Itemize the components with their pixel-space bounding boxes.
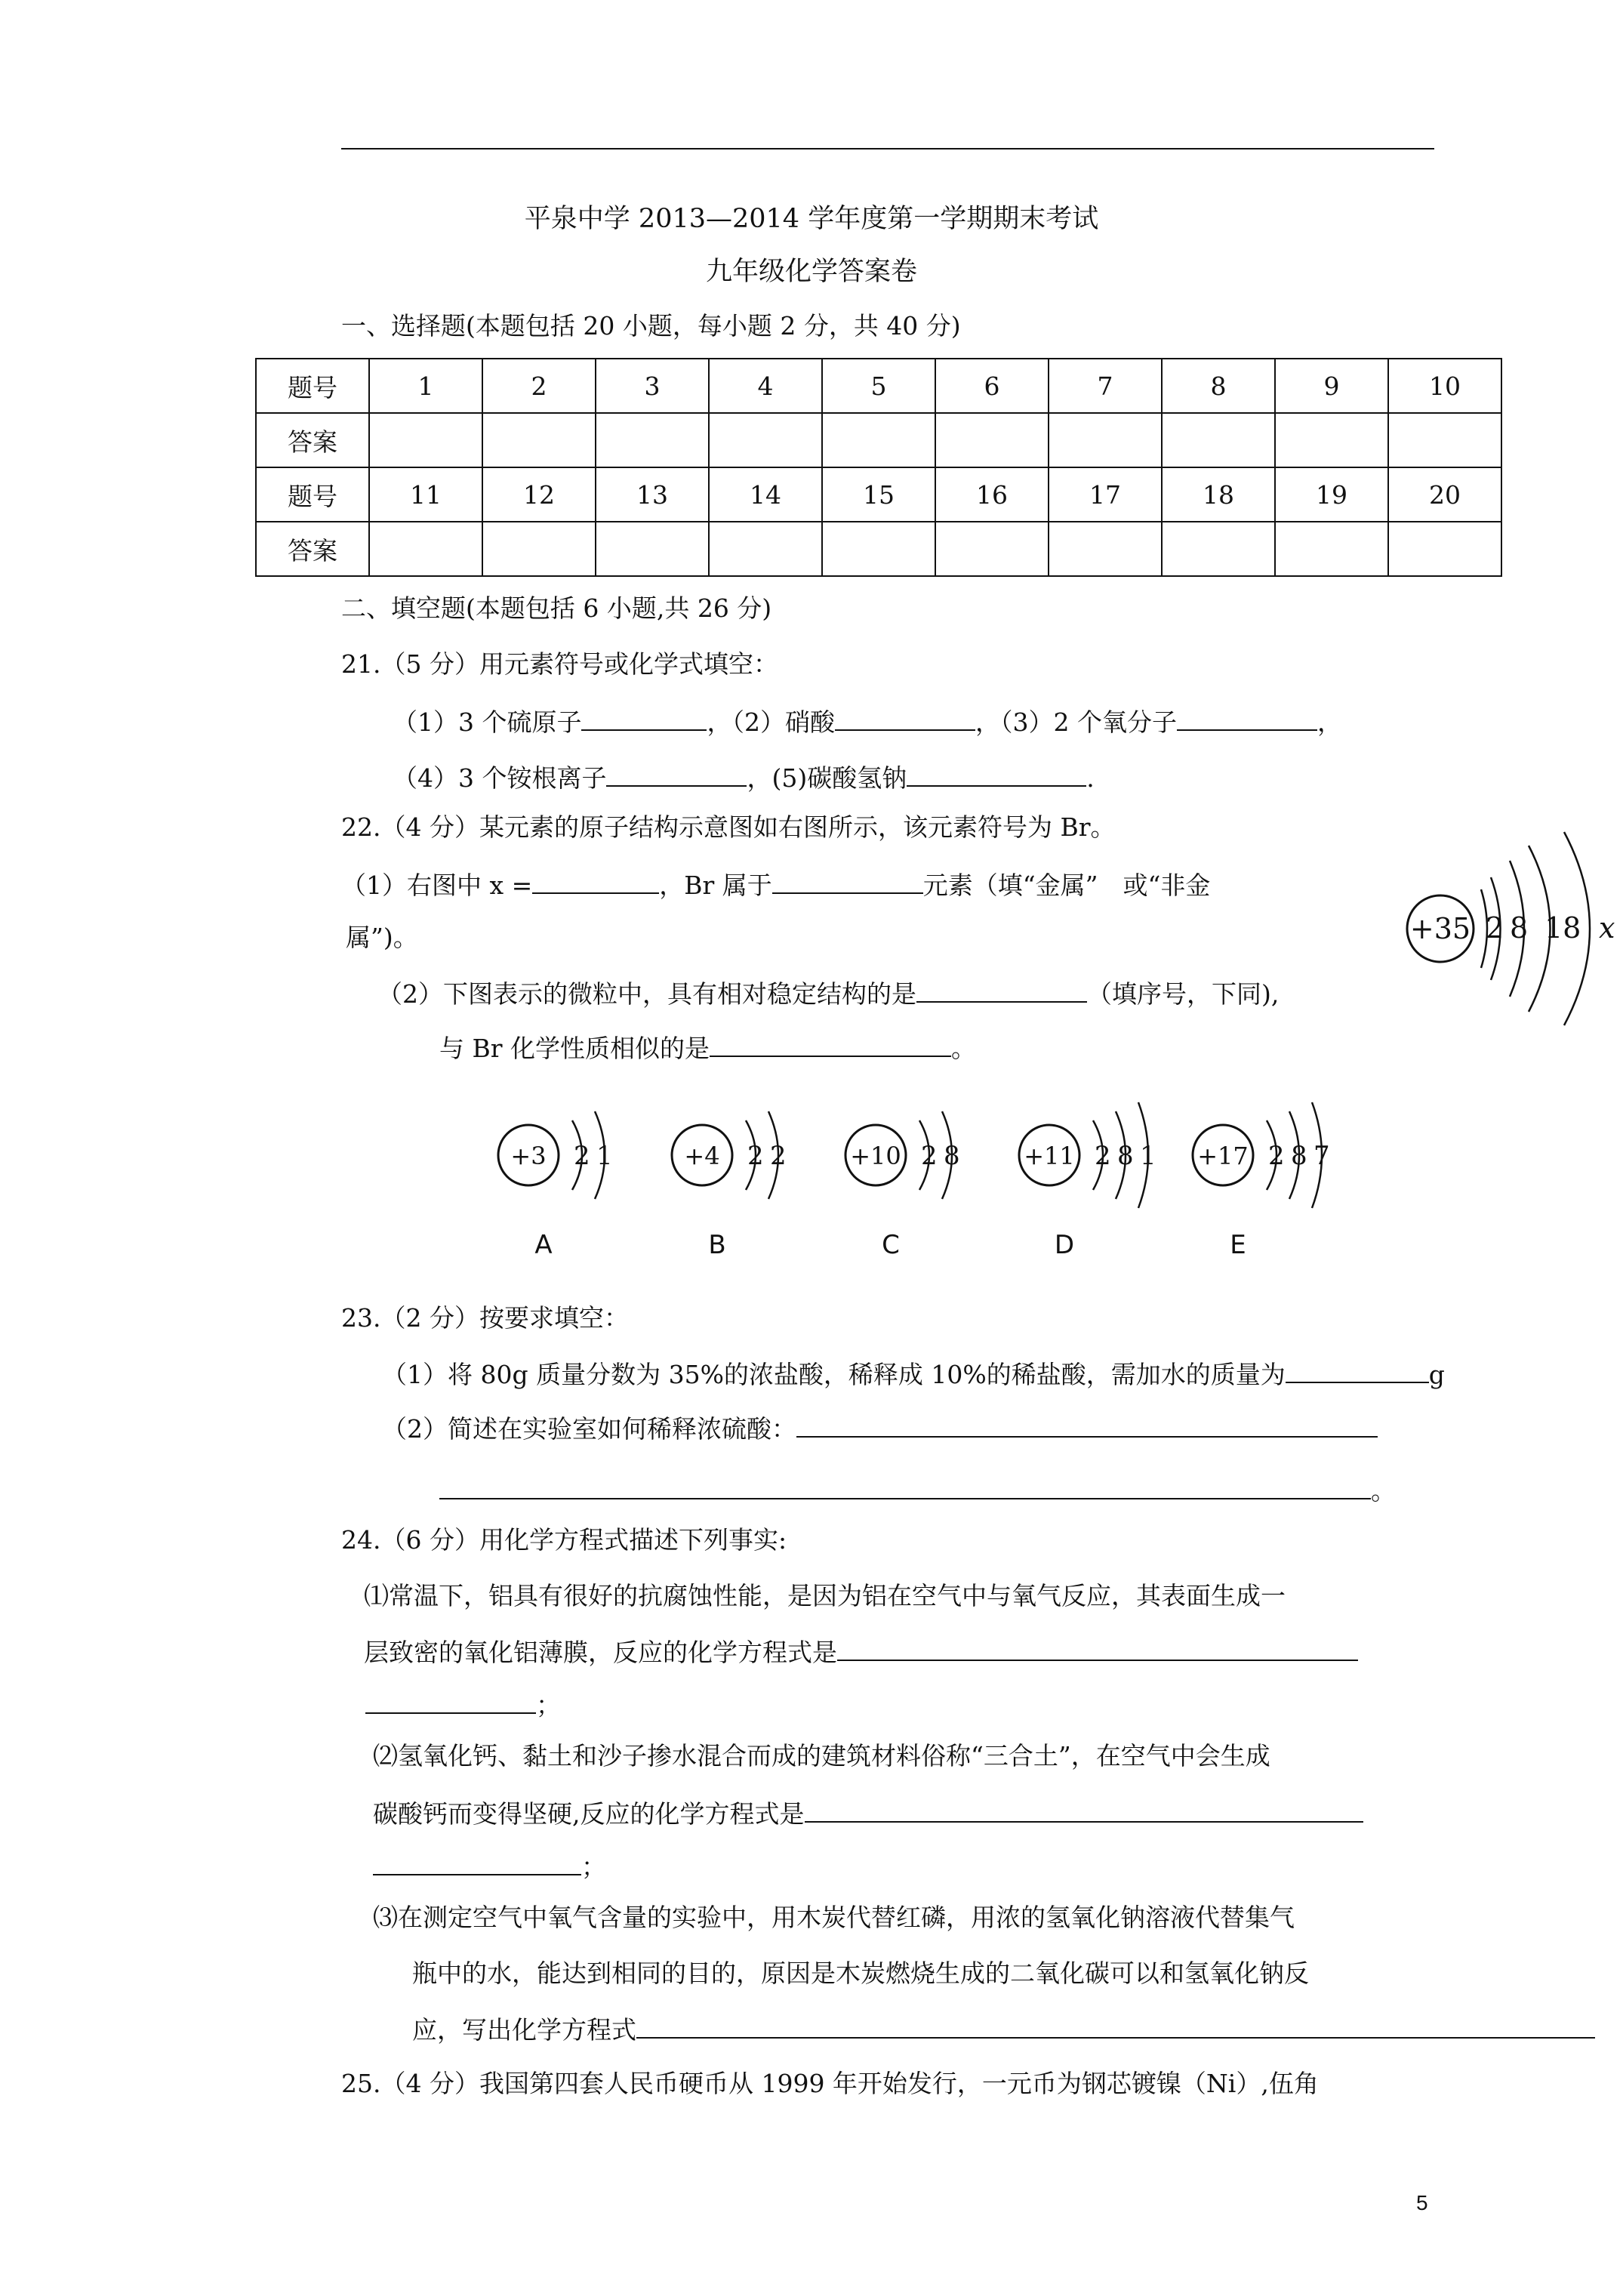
q24-sub1-end: ； bbox=[536, 1690, 561, 1720]
particle-label: D bbox=[1054, 1230, 1075, 1260]
answer-cell[interactable] bbox=[822, 522, 935, 576]
q24-sub3-line3 bbox=[412, 2013, 1595, 2045]
table-row bbox=[256, 359, 1501, 413]
br-shell-4: x bbox=[1599, 911, 1615, 945]
answer-cell[interactable] bbox=[482, 522, 596, 576]
answer-cell[interactable] bbox=[822, 413, 935, 467]
q24-sub3-line1: ⑶在测定空气中氧气含量的实验中，用木炭代替红磷，用浓的氢氧化钠溶液代替集气 bbox=[373, 1903, 1295, 1932]
answer-blank[interactable] bbox=[805, 1797, 1363, 1823]
table-cell: 5 bbox=[822, 359, 935, 413]
q23-sub2-text: （2）简述在实验室如何稀释浓硫酸： bbox=[382, 1414, 796, 1444]
answer-blank[interactable] bbox=[365, 1688, 536, 1714]
answer-cell[interactable] bbox=[935, 522, 1049, 576]
q25-stem: 25.（4 分）我国第四套人民币硬币从 1999 年开始发行，一元币为钢芯镀镍（Ni）,伍角 bbox=[341, 2069, 1319, 2098]
q24-sub3-text: 应，写出化学方程式 bbox=[412, 2015, 636, 2045]
section2-heading: 二、填空题(本题包括 6 小题,共 26 分) bbox=[341, 593, 772, 623]
br-shell-2: 8 bbox=[1510, 911, 1529, 945]
table-cell: 7 bbox=[1049, 359, 1162, 413]
table-cell: 2 bbox=[482, 359, 596, 413]
q23-sub1-text: （1）将 80g 质量分数为 35%的浓盐酸，稀释成 10%的稀盐酸，需加水的质量为 bbox=[382, 1360, 1286, 1389]
nucleus-label: +17 bbox=[1197, 1142, 1249, 1170]
particle-diagrams bbox=[483, 1080, 1389, 1284]
q24-sub2-line3 bbox=[373, 1850, 606, 1882]
q23-unit: g bbox=[1428, 1360, 1445, 1389]
particle-label: B bbox=[708, 1230, 726, 1260]
particle-d bbox=[1019, 1102, 1156, 1260]
answer-cell[interactable] bbox=[1275, 522, 1388, 576]
answer-cell[interactable] bbox=[596, 413, 709, 467]
shell-electron-count: 2 bbox=[770, 1141, 787, 1171]
answer-cell[interactable] bbox=[1388, 522, 1501, 576]
q21-part1: （1）3 个硫原子 bbox=[393, 707, 582, 737]
table-cell: 15 bbox=[822, 467, 935, 522]
nucleus-label: +10 bbox=[850, 1142, 901, 1170]
table-cell: 1 bbox=[369, 359, 482, 413]
answer-cell[interactable] bbox=[1049, 522, 1162, 576]
table-cell: 16 bbox=[935, 467, 1049, 522]
particle-e bbox=[1193, 1102, 1330, 1260]
answer-cell[interactable] bbox=[709, 413, 822, 467]
q21-part4: （4）3 个铵根离子 bbox=[393, 763, 607, 793]
answer-cell[interactable] bbox=[482, 413, 596, 467]
table-cell: 11 bbox=[369, 467, 482, 522]
table-cell: 3 bbox=[596, 359, 709, 413]
table-cell: 14 bbox=[709, 467, 822, 522]
answer-blank[interactable] bbox=[772, 868, 923, 894]
table-cell: 19 bbox=[1275, 467, 1388, 522]
q22-sub2b: （填序号，下同), bbox=[1087, 979, 1280, 1009]
answer-blank[interactable] bbox=[835, 705, 975, 731]
table-cell: 题号 bbox=[256, 467, 369, 522]
q22-sub2-cont bbox=[439, 1031, 976, 1064]
q24-sub2-text: 碳酸钙而变得坚硬,反应的化学方程式是 bbox=[373, 1799, 805, 1829]
shell-electron-count: 2 bbox=[1268, 1141, 1285, 1171]
particle-label: E bbox=[1230, 1230, 1246, 1260]
q24-sub2-line2 bbox=[373, 1797, 1363, 1829]
table-cell: 答案 bbox=[256, 522, 369, 576]
q24-sub2-line1: ⑵氢氧化钙、黏土和沙子掺水混合而成的建筑材料俗称“三合土”，在空气中会生成 bbox=[373, 1741, 1270, 1771]
table-cell: 17 bbox=[1049, 467, 1162, 522]
q24-sub1-line2 bbox=[364, 1635, 1358, 1668]
shell-electron-count: 8 bbox=[1291, 1141, 1307, 1171]
q21-stem: 21.（5 分）用元素符号或化学式填空： bbox=[341, 649, 778, 679]
nucleus-label: +11 bbox=[1024, 1142, 1075, 1170]
particle-a bbox=[498, 1111, 613, 1260]
q24-sub2-end: ； bbox=[581, 1852, 606, 1881]
table-cell: 4 bbox=[709, 359, 822, 413]
table-cell: 18 bbox=[1162, 467, 1275, 522]
shell-electron-count: 7 bbox=[1313, 1141, 1330, 1171]
shell-electron-count: 2 bbox=[747, 1141, 764, 1171]
q23-sub2-cont bbox=[439, 1474, 1396, 1506]
particle-c bbox=[845, 1111, 960, 1260]
table-row bbox=[256, 467, 1501, 522]
q21-line1 bbox=[393, 705, 1342, 738]
particle-label: A bbox=[534, 1230, 553, 1260]
br-shell-1: 2 bbox=[1486, 911, 1504, 945]
q22-sub2 bbox=[377, 977, 1279, 1009]
table-cell: 答案 bbox=[256, 413, 369, 467]
answer-blank[interactable] bbox=[606, 761, 747, 787]
page-number: 5 bbox=[1416, 2191, 1428, 2214]
section1-heading: 一、选择题(本题包括 20 小题，每小题 2 分，共 40 分) bbox=[341, 311, 961, 341]
table-cell: 8 bbox=[1162, 359, 1275, 413]
answer-blank[interactable] bbox=[581, 705, 707, 731]
q22-sub2d: 。 bbox=[951, 1034, 977, 1063]
shell-electron-count: 8 bbox=[944, 1141, 960, 1171]
answer-cell[interactable] bbox=[935, 413, 1049, 467]
answer-blank[interactable] bbox=[532, 868, 659, 894]
shell-electron-count: 8 bbox=[1117, 1141, 1134, 1171]
q22-stem: 22.（4 分）某元素的原子结构示意图如右图所示，该元素符号为 Br。 bbox=[341, 812, 1116, 842]
answer-cell[interactable] bbox=[1275, 413, 1388, 467]
top-rule bbox=[341, 148, 1434, 149]
q23-sub2-end: 。 bbox=[1371, 1476, 1396, 1505]
table-cell: 20 bbox=[1388, 467, 1501, 522]
q21-part3: ，（3）2 个氧分子 bbox=[975, 707, 1177, 737]
shell-electron-count: 1 bbox=[596, 1141, 613, 1171]
table-cell: 10 bbox=[1388, 359, 1501, 413]
q21-part5: ，(5)碳酸氢钠 bbox=[747, 763, 907, 793]
q21-part2: ，（2）硝酸 bbox=[707, 707, 835, 737]
table-row bbox=[256, 522, 1501, 576]
q24-sub1-line3 bbox=[365, 1688, 561, 1721]
q23-sub1 bbox=[382, 1358, 1445, 1390]
shell-electron-count: 1 bbox=[1140, 1141, 1156, 1171]
answer-cell[interactable] bbox=[596, 522, 709, 576]
answer-cell[interactable] bbox=[1049, 413, 1162, 467]
answer-cell[interactable] bbox=[369, 522, 482, 576]
particle-b bbox=[672, 1111, 787, 1260]
table-cell: 9 bbox=[1275, 359, 1388, 413]
q22-sub1-cont: 属”)。 bbox=[346, 923, 418, 952]
q22-sub1a: （1）右图中 x = bbox=[341, 871, 533, 900]
nucleus-label: +3 bbox=[510, 1142, 547, 1170]
q24-sub1-line1: ⑴常温下，铝具有很好的抗腐蚀性能，是因为铝在空气中与氧气反应，其表面生成一 bbox=[364, 1581, 1286, 1610]
q22-sub1b: ，Br 属于 bbox=[659, 871, 772, 900]
answer-blank[interactable] bbox=[837, 1635, 1358, 1661]
q22-sub2c: 与 Br 化学性质相似的是 bbox=[439, 1034, 710, 1063]
nucleus-label: +4 bbox=[684, 1142, 720, 1170]
shell-electron-count: 2 bbox=[1095, 1141, 1111, 1171]
answer-blank[interactable] bbox=[710, 1031, 951, 1057]
page-subtitle: 九年级化学答案卷 bbox=[705, 257, 917, 287]
answer-cell[interactable] bbox=[369, 413, 482, 467]
answer-blank[interactable] bbox=[1286, 1358, 1429, 1383]
answer-blank[interactable] bbox=[636, 2013, 1595, 2039]
br-shell-3: 18 bbox=[1544, 911, 1581, 945]
table-cell: 题号 bbox=[256, 359, 369, 413]
particle-label: C bbox=[882, 1230, 900, 1260]
shell-electron-count: 2 bbox=[574, 1141, 590, 1171]
table-row bbox=[256, 413, 1501, 467]
q23-sub2 bbox=[382, 1412, 1378, 1444]
q21-part5-end: . bbox=[1086, 763, 1095, 793]
q22-sub1c: 元素（填“金属” 或“非金 bbox=[922, 871, 1211, 900]
answer-blank[interactable] bbox=[796, 1412, 1378, 1438]
answer-blank[interactable] bbox=[1177, 705, 1317, 731]
answer-blank[interactable] bbox=[907, 761, 1086, 787]
q24-sub1-text: 层致密的氧化铝薄膜，反应的化学方程式是 bbox=[364, 1638, 837, 1667]
q24-sub3-line2: 瓶中的水，能达到相同的目的，原因是木炭燃烧生成的二氧化碳可以和氢氧化钠反 bbox=[412, 1959, 1309, 1988]
answer-cell[interactable] bbox=[709, 522, 822, 576]
answer-cell[interactable] bbox=[1162, 522, 1275, 576]
q21-part3-end: ， bbox=[1317, 707, 1342, 737]
br-nucleus-label: +35 bbox=[1409, 912, 1471, 945]
q24-stem: 24.（6 分）用化学方程式描述下列事实: bbox=[341, 1525, 787, 1555]
answer-blank[interactable] bbox=[373, 1850, 581, 1875]
answer-blank[interactable] bbox=[439, 1474, 1371, 1499]
shell-electron-count: 2 bbox=[921, 1141, 938, 1171]
answer-table bbox=[255, 358, 1502, 577]
table-cell: 6 bbox=[935, 359, 1049, 413]
q23-stem: 23.（2 分）按要求填空： bbox=[341, 1303, 629, 1333]
page-title: 平泉中学 2013—2014 学年度第一学期期末考试 bbox=[524, 204, 1099, 234]
answer-blank[interactable] bbox=[916, 977, 1087, 1003]
q21-line2 bbox=[393, 761, 1095, 794]
table-cell: 12 bbox=[482, 467, 596, 522]
br-atom-diagram bbox=[1397, 823, 1623, 1049]
table-cell: 13 bbox=[596, 467, 709, 522]
q22-sub2a: （2）下图表示的微粒中，具有相对稳定结构的是 bbox=[377, 979, 916, 1009]
answer-cell[interactable] bbox=[1162, 413, 1275, 467]
q22-sub1 bbox=[341, 868, 1210, 901]
answer-cell[interactable] bbox=[1388, 413, 1501, 467]
